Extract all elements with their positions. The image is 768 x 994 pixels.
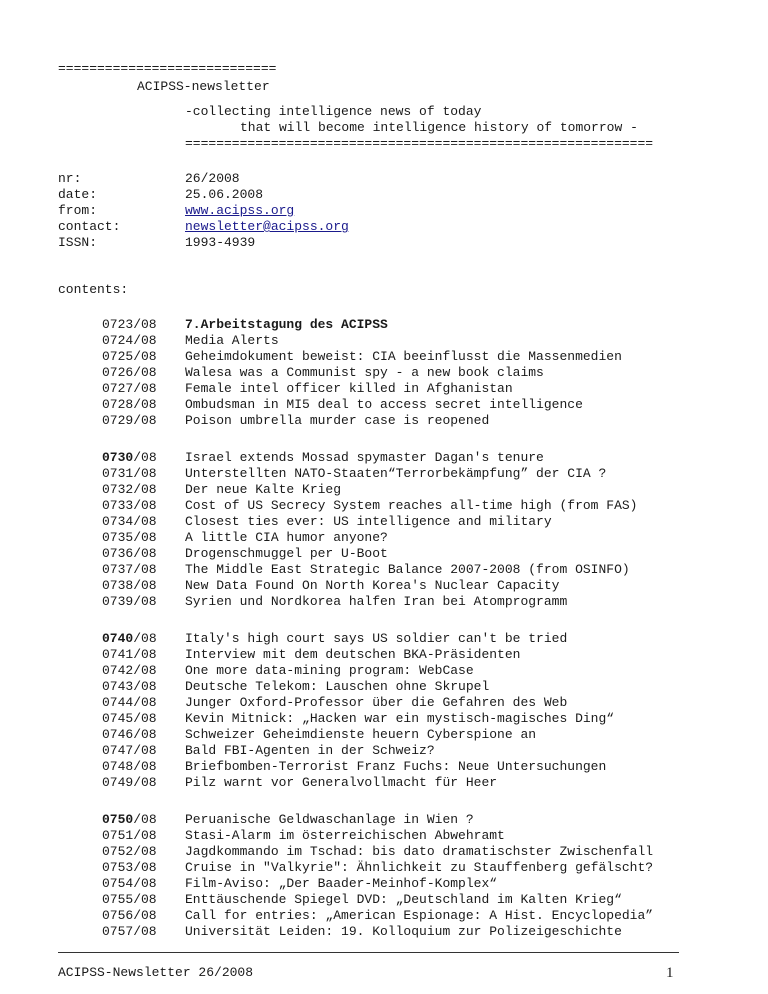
item-title: Cost of US Secrecy System reaches all-time high (from FAS) <box>185 498 638 513</box>
item-title: Enttäuschende Spiegel DVD: „Deutschland im Kalten Krieg“ <box>185 892 622 907</box>
item-title: Junger Oxford-Professor über die Gefahren des Web <box>185 695 568 710</box>
item-title: Syrien und Nordkorea halfen Iran bei Atomprogramm <box>185 594 568 609</box>
nr-value: 26/2008 <box>185 171 240 186</box>
item-title: Film-Aviso: „Der Baader-Meinhof-Komplex“ <box>185 876 498 891</box>
item-number: 0749/08 <box>102 775 157 790</box>
item-number: 0748/08 <box>102 759 157 774</box>
item-title: The Middle East Strategic Balance 2007-2008 (from OSINFO) <box>185 562 630 577</box>
item-number: 0746/08 <box>102 727 157 742</box>
item-number: 0752/08 <box>102 844 157 859</box>
contact-email-link[interactable]: newsletter@acipss.org <box>185 219 349 234</box>
item-number: 0724/08 <box>102 333 157 348</box>
item-number: 0730/08 <box>102 450 157 465</box>
item-title: Unterstellten NATO-Staaten“Terrorbekämpfung” der CIA ? <box>185 466 607 481</box>
issn-value: 1993-4939 <box>185 235 256 250</box>
tagline-line-2: that will become intelligence history of tomorrow - <box>240 120 638 135</box>
item-title: Closest ties ever: US intelligence and military <box>185 514 552 529</box>
website-link[interactable]: www.acipss.org <box>185 203 295 218</box>
item-number: 0747/08 <box>102 743 157 758</box>
item-title: Ombudsman in MI5 deal to access secret intelligence <box>185 397 583 412</box>
item-title: Call for entries: „American Espionage: A Hist. Encyclopedia” <box>185 908 654 923</box>
item-title: Deutsche Telekom: Lauschen ohne Skrupel <box>185 679 490 694</box>
item-number: 0754/08 <box>102 876 157 891</box>
item-title: Kevin Mitnick: „Hacken war ein mystisch-magisches Ding“ <box>185 711 615 726</box>
item-title: 7.Arbeitstagung des ACIPSS <box>185 317 388 332</box>
item-title: Israel extends Mossad spymaster Dagan's tenure <box>185 450 544 465</box>
page-number: 1 <box>666 965 674 981</box>
footer-rule <box>58 952 679 953</box>
item-number: 0738/08 <box>102 578 157 593</box>
item-title: Stasi-Alarm im österreichischen Abwehramt <box>185 828 505 843</box>
item-number: 0755/08 <box>102 892 157 907</box>
item-title: Poison umbrella murder case is reopened <box>185 413 490 428</box>
item-title: One more data-mining program: WebCase <box>185 663 474 678</box>
item-number: 0734/08 <box>102 514 157 529</box>
nr-label: nr: <box>58 171 82 186</box>
item-number: 0727/08 <box>102 381 157 396</box>
item-number: 0745/08 <box>102 711 157 726</box>
item-number: 0742/08 <box>102 663 157 678</box>
item-title: Jagdkommando im Tschad: bis dato dramatischster Zwischenfall <box>185 844 654 859</box>
contact-label: contact: <box>58 219 121 234</box>
item-title: Universität Leiden: 19. Kolloquium zur Polizeigeschichte <box>185 924 622 939</box>
item-number: 0729/08 <box>102 413 157 428</box>
item-number: 0740/08 <box>102 631 157 646</box>
item-number: 0756/08 <box>102 908 157 923</box>
date-value: 25.06.2008 <box>185 187 264 202</box>
item-number: 0743/08 <box>102 679 157 694</box>
item-title: Walesa was a Communist spy - a new book claims <box>185 365 544 380</box>
contents-label: contents: <box>58 282 129 297</box>
item-title: Italy's high court says US soldier can't be tried <box>185 631 568 646</box>
item-title: Der neue Kalte Krieg <box>185 482 342 497</box>
footer-text: ACIPSS-Newsletter 26/2008 <box>58 965 254 980</box>
item-number: 0750/08 <box>102 812 157 827</box>
from-label: from: <box>58 203 98 218</box>
item-number: 0737/08 <box>102 562 157 577</box>
item-title: Peruanische Geldwaschanlage in Wien ? <box>185 812 474 827</box>
item-number: 0757/08 <box>102 924 157 939</box>
item-number: 0731/08 <box>102 466 157 481</box>
item-number: 0726/08 <box>102 365 157 380</box>
date-label: date: <box>58 187 98 202</box>
item-title: A little CIA humor anyone? <box>185 530 388 545</box>
item-title: Pilz warnt vor Generalvollmacht für Heer <box>185 775 498 790</box>
header-rule-bottom: ============================================================ <box>185 136 654 151</box>
item-number: 0733/08 <box>102 498 157 513</box>
newsletter-title: ACIPSS-newsletter <box>137 79 270 94</box>
issn-label: ISSN: <box>58 235 98 250</box>
item-number: 0744/08 <box>102 695 157 710</box>
tagline-line-1: -collecting intelligence news of today <box>185 104 482 119</box>
item-title: Schweizer Geheimdienste heuern Cyberspione an <box>185 727 537 742</box>
item-title: Female intel officer killed in Afghanistan <box>185 381 513 396</box>
item-number: 0735/08 <box>102 530 157 545</box>
item-title: Cruise in "Valkyrie": Ähnlichkeit zu Stauffenberg gefälscht? <box>185 860 654 875</box>
item-title: Geheimdokument beweist: CIA beeinflusst die Massenmedien <box>185 349 622 364</box>
item-title: Briefbomben-Terrorist Franz Fuchs: Neue Untersuchungen <box>185 759 607 774</box>
item-number: 0728/08 <box>102 397 157 412</box>
header-rule-top: ============================ <box>58 61 277 76</box>
item-number: 0739/08 <box>102 594 157 609</box>
item-number: 0753/08 <box>102 860 157 875</box>
item-title: Media Alerts <box>185 333 279 348</box>
item-number: 0736/08 <box>102 546 157 561</box>
item-number: 0751/08 <box>102 828 157 843</box>
item-number: 0723/08 <box>102 317 157 332</box>
item-number: 0725/08 <box>102 349 157 364</box>
item-title: Interview mit dem deutschen BKA-Präsidenten <box>185 647 521 662</box>
item-title: Drogenschmuggel per U-Boot <box>185 546 388 561</box>
item-title: Bald FBI-Agenten in der Schweiz? <box>185 743 435 758</box>
item-title: New Data Found On North Korea's Nuclear Capacity <box>185 578 560 593</box>
item-number: 0741/08 <box>102 647 157 662</box>
item-number: 0732/08 <box>102 482 157 497</box>
